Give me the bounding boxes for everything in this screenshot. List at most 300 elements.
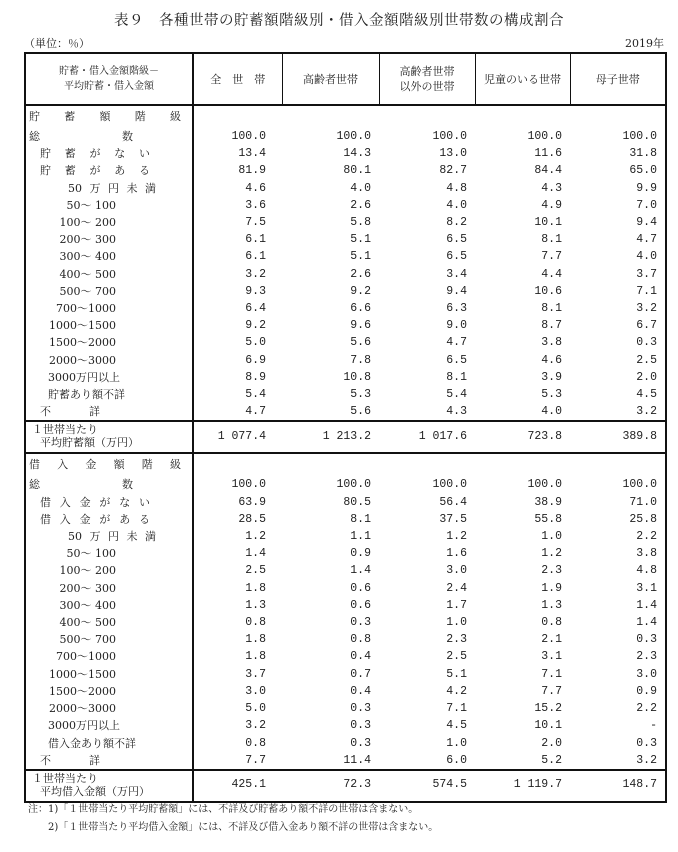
value-cell: 0.9 — [350, 547, 371, 561]
value-cell: 1.2 — [446, 530, 467, 544]
average-value-cell: 574.5 — [379, 770, 475, 802]
value-cell: 4.0 — [350, 181, 371, 195]
value-cell: 4.9 — [541, 198, 562, 212]
value-cell: 7.7 — [541, 684, 562, 698]
savings-section — [25, 105, 666, 453]
borrowing-section — [25, 453, 666, 801]
table-row — [25, 700, 666, 717]
row-label: 総数 — [29, 478, 133, 492]
row-label-cell — [25, 683, 193, 700]
row-label: 200～ 300 — [59, 233, 116, 247]
value-cell: 100.0 — [432, 130, 467, 143]
value-cell: 4.0 — [446, 198, 467, 212]
value-cell: 11.6 — [534, 147, 562, 161]
value-cell: 100.0 — [336, 478, 371, 492]
row-label: 500～ 700 — [59, 633, 116, 647]
row-label: 不詳 — [40, 753, 100, 767]
row-label-cell — [25, 700, 193, 717]
value-cell: 1.2 — [541, 547, 562, 561]
table-row — [25, 369, 666, 386]
value-cell: 0.6 — [350, 581, 371, 595]
value-cell: 6.7 — [636, 319, 657, 333]
header-text: 母子世帯 — [595, 72, 640, 86]
value-cell: 1.4 — [245, 547, 266, 561]
value-cell: 3.0 — [636, 667, 657, 681]
value-cell: 5.3 — [541, 388, 562, 402]
average-value-cell: 723.8 — [475, 421, 570, 453]
value-cell: 9.3 — [245, 284, 266, 298]
row-label-cell — [25, 266, 193, 283]
value-cell: 100.0 — [231, 130, 266, 143]
value-cell: 7.1 — [541, 667, 562, 681]
value-cell: 6.1 — [245, 250, 266, 264]
table-row — [25, 386, 666, 403]
value-cell: 6.0 — [446, 753, 467, 767]
row-label-cell — [25, 386, 193, 403]
value-cell: 25.8 — [629, 512, 657, 526]
value-cell: 6.5 — [446, 353, 467, 367]
value-cell: 1.0 — [446, 736, 467, 750]
value-cell: 14.3 — [343, 147, 371, 161]
value-cell: 9.9 — [636, 181, 657, 195]
section-heading: 借入金額階級 — [29, 458, 181, 472]
value-cell: 1.9 — [541, 581, 562, 595]
row-label-cell — [25, 128, 193, 145]
value-cell: 2.6 — [350, 198, 371, 212]
row-label-cell — [25, 631, 193, 648]
average-label-line2: 平均貯蓄額（万円） — [40, 436, 139, 450]
value-cell: 0.8 — [350, 633, 371, 647]
value-cell: 8.1 — [350, 512, 371, 526]
header-label-cell — [25, 53, 193, 105]
value-cell: 0.9 — [636, 684, 657, 698]
value-cell: 5.1 — [350, 250, 371, 264]
value-cell: 0.4 — [350, 684, 371, 698]
value-cell: 0.7 — [350, 667, 371, 681]
value-cell: 3.1 — [541, 650, 562, 664]
row-label: 1500～2000 — [49, 336, 116, 350]
value-cell: 1.8 — [245, 581, 266, 595]
value-cell: 7.8 — [350, 353, 371, 367]
value-cell: 15.2 — [534, 702, 562, 716]
value-cell: 7.0 — [636, 198, 657, 212]
value-cell: 0.3 — [350, 736, 371, 750]
value-cell: 0.3 — [636, 336, 657, 350]
row-label-cell — [25, 352, 193, 369]
header-text: 高齢者世帯 — [399, 65, 455, 78]
value-cell: 3.7 — [245, 667, 266, 681]
value-cell: 0.4 — [350, 650, 371, 664]
table-row — [25, 580, 666, 597]
row-label: 500～ 700 — [59, 284, 116, 298]
value-cell: 10.1 — [534, 216, 562, 230]
average-value-cell: 1 213.2 — [282, 421, 379, 453]
row-label: 借入金あり額不詳 — [48, 736, 136, 750]
value-cell: 100.0 — [622, 130, 657, 143]
row-label-cell — [25, 494, 193, 511]
value-cell: 4.7 — [245, 405, 266, 419]
value-cell: 3.2 — [245, 719, 266, 733]
value-cell: 8.7 — [541, 319, 562, 333]
value-cell: 1.4 — [350, 564, 371, 578]
row-label-cell — [25, 197, 193, 214]
value-cell: 38.9 — [534, 495, 562, 509]
value-cell: - — [650, 719, 657, 733]
value-cell: 0.3 — [636, 736, 657, 750]
empty-cell — [570, 453, 666, 476]
row-label-cell — [25, 666, 193, 683]
borrowing-average-row — [25, 770, 666, 802]
row-label: 1000～1500 — [49, 319, 116, 333]
value-cell: 5.0 — [245, 702, 266, 716]
value-cell: 13.0 — [439, 147, 467, 161]
row-label: 貯蓄がない — [40, 147, 150, 161]
value-cell: 5.4 — [446, 388, 467, 402]
header-elderly-households — [282, 53, 379, 105]
row-label: 700～1000 — [56, 302, 116, 316]
average-value-cell: 1 017.6 — [379, 421, 475, 453]
value-cell: 4.6 — [541, 353, 562, 367]
header-row — [25, 53, 666, 105]
row-label: 貯蓄あり額不詳 — [48, 388, 125, 402]
value-cell: 4.8 — [636, 564, 657, 578]
value-cell: 9.4 — [446, 284, 467, 298]
value-cell: 3.1 — [636, 581, 657, 595]
value-cell: 100.0 — [527, 130, 562, 143]
table-row — [25, 266, 666, 283]
row-label-cell — [25, 231, 193, 248]
value-cell: 1.0 — [541, 530, 562, 544]
table-row — [25, 317, 666, 334]
table-row — [25, 352, 666, 369]
footnote-2: 2)「１世帯当たり平均借入金額」には、不詳及び借入金あり額不詳の世帯は含まない。 — [48, 822, 439, 833]
value-cell: 7.5 — [245, 216, 266, 230]
row-label-cell — [25, 283, 193, 300]
value-cell: 80.5 — [343, 495, 371, 509]
value-cell: 8.9 — [245, 370, 266, 384]
table-row — [25, 403, 666, 421]
value-cell: 6.3 — [446, 302, 467, 316]
table-row — [25, 666, 666, 683]
value-cell: 2.3 — [636, 650, 657, 664]
row-label: 貯蓄がある — [40, 164, 150, 178]
value-cell: 4.3 — [446, 405, 467, 419]
value-cell: 4.6 — [245, 181, 266, 195]
value-cell: 3.0 — [446, 564, 467, 578]
value-cell: 3.2 — [636, 302, 657, 316]
table-row — [25, 717, 666, 734]
unit-label: （単位：％） — [24, 37, 90, 50]
footnotes — [28, 801, 438, 837]
value-cell: 6.5 — [446, 233, 467, 247]
value-cell: 82.7 — [439, 164, 467, 178]
value-cell: 100.0 — [527, 478, 562, 492]
value-cell: 5.1 — [446, 667, 467, 681]
value-cell: 71.0 — [629, 495, 657, 509]
value-cell: 6.5 — [446, 250, 467, 264]
average-label-cell — [25, 770, 193, 802]
value-cell: 10.8 — [343, 370, 371, 384]
row-label-cell — [25, 162, 193, 179]
empty-cell — [193, 453, 282, 476]
value-cell: 7.7 — [245, 753, 266, 767]
average-label-line1: １世帯当たり — [32, 771, 98, 785]
empty-cell — [379, 105, 475, 128]
table-row — [25, 214, 666, 231]
table-row — [25, 752, 666, 770]
average-value-cell: 148.7 — [570, 770, 666, 802]
value-cell: 3.2 — [636, 753, 657, 767]
header-text: 全 世 帯 — [210, 72, 266, 86]
average-label-line2: 平均借入金額（万円） — [40, 784, 150, 798]
value-cell: 5.6 — [350, 336, 371, 350]
value-cell: 1.4 — [636, 616, 657, 630]
value-cell: 81.9 — [238, 164, 266, 178]
value-cell: 80.1 — [343, 164, 371, 178]
row-label: 1000～1500 — [49, 667, 116, 681]
value-cell: 5.6 — [350, 405, 371, 419]
value-cell: 37.5 — [439, 512, 467, 526]
row-label-cell — [25, 648, 193, 665]
row-label-cell — [25, 580, 193, 597]
value-cell: 2.0 — [541, 736, 562, 750]
value-cell: 10.1 — [534, 719, 562, 733]
header-households-with-children — [475, 53, 570, 105]
average-value-cell: 425.1 — [193, 770, 282, 802]
header-text: 高齢者世帯 — [303, 72, 358, 86]
value-cell: 9.2 — [245, 319, 266, 333]
row-label: 100～ 200 — [59, 216, 116, 230]
value-cell: 6.9 — [245, 353, 266, 367]
value-cell: 1.2 — [245, 530, 266, 544]
value-cell: 2.5 — [446, 650, 467, 664]
table-row — [25, 545, 666, 562]
value-cell: 8.1 — [446, 370, 467, 384]
value-cell: 4.5 — [636, 388, 657, 402]
table-row — [25, 631, 666, 648]
value-cell: 7.7 — [541, 250, 562, 264]
value-cell: 28.5 — [238, 512, 266, 526]
value-cell: 9.6 — [350, 319, 371, 333]
row-label: 100～ 200 — [59, 564, 116, 578]
row-label-cell — [25, 403, 193, 421]
value-cell: 4.8 — [446, 181, 467, 195]
value-cell: 1.4 — [636, 598, 657, 612]
value-cell: 0.8 — [245, 616, 266, 630]
row-label: 50～ 100 — [66, 198, 116, 212]
table-row — [25, 334, 666, 351]
value-cell: 65.0 — [629, 164, 657, 178]
value-cell: 11.4 — [343, 753, 371, 767]
value-cell: 9.2 — [350, 284, 371, 298]
composition-table — [24, 52, 667, 803]
value-cell: 10.6 — [534, 284, 562, 298]
value-cell: 3.7 — [636, 267, 657, 281]
value-cell: 0.3 — [636, 633, 657, 647]
row-label: 50～ 100 — [66, 547, 116, 561]
value-cell: 0.8 — [245, 736, 266, 750]
value-cell: 0.8 — [541, 616, 562, 630]
value-cell: 3.2 — [245, 267, 266, 281]
header-text: 以外の世帯 — [399, 80, 455, 93]
average-value-cell: 1 119.7 — [475, 770, 570, 802]
row-label-cell — [25, 717, 193, 734]
value-cell: 2.2 — [636, 530, 657, 544]
average-value-cell: 72.3 — [282, 770, 379, 802]
value-cell: 1.8 — [245, 633, 266, 647]
empty-cell — [379, 453, 475, 476]
value-cell: 4.7 — [446, 336, 467, 350]
value-cell: 84.4 — [534, 164, 562, 178]
value-cell: 7.1 — [636, 284, 657, 298]
value-cell: 63.9 — [238, 495, 266, 509]
header-label-line2: 平均貯蓄・借入金額 — [64, 81, 154, 92]
row-label: 2000～3000 — [49, 353, 116, 367]
row-label: 400～ 500 — [59, 616, 116, 630]
value-cell: 3.6 — [245, 198, 266, 212]
row-label: 400～ 500 — [59, 267, 116, 281]
table-row — [25, 683, 666, 700]
section-heading-cell — [25, 105, 193, 128]
table-row — [25, 300, 666, 317]
footnote-1: 注：1)「１世帯当たり平均貯蓄額」には、不詳及び貯蓄あり額不詳の世帯は含まない。 — [28, 804, 419, 815]
year-label: 2019年 — [625, 37, 664, 50]
empty-cell — [282, 105, 379, 128]
value-cell: 2.5 — [245, 564, 266, 578]
table-row — [25, 648, 666, 665]
table-row — [25, 528, 666, 545]
row-label-cell — [25, 369, 193, 386]
value-cell: 4.5 — [446, 719, 467, 733]
value-cell: 1.3 — [245, 598, 266, 612]
value-cell: 100.0 — [432, 478, 467, 492]
row-label: 1500～2000 — [49, 684, 116, 698]
empty-cell — [475, 453, 570, 476]
value-cell: 6.6 — [350, 302, 371, 316]
value-cell: 6.1 — [245, 233, 266, 247]
value-cell: 100.0 — [622, 478, 657, 492]
row-label: 300～ 400 — [59, 598, 116, 612]
value-cell: 100.0 — [231, 478, 266, 492]
row-label-cell — [25, 735, 193, 752]
row-label-cell — [25, 476, 193, 493]
value-cell: 2.4 — [446, 581, 467, 595]
table-row — [25, 494, 666, 511]
empty-cell — [282, 453, 379, 476]
table-row — [25, 562, 666, 579]
row-label-cell — [25, 752, 193, 770]
row-label-cell — [25, 562, 193, 579]
average-value-cell: 389.8 — [570, 421, 666, 453]
empty-cell — [193, 105, 282, 128]
section-heading-cell — [25, 453, 193, 476]
value-cell: 4.2 — [446, 684, 467, 698]
value-cell: 0.3 — [350, 702, 371, 716]
row-label-cell — [25, 334, 193, 351]
value-cell: 3.9 — [541, 370, 562, 384]
value-cell: 56.4 — [439, 495, 467, 509]
value-cell: 13.4 — [238, 147, 266, 161]
table-title: 表９ 各種世帯の貯蓄額階級別・借入金額階級別世帯数の構成割合 — [114, 13, 564, 29]
header-all-households — [193, 53, 282, 105]
value-cell: 5.1 — [350, 233, 371, 247]
row-label: 3000万円以上 — [48, 719, 120, 733]
value-cell: 100.0 — [336, 130, 371, 143]
row-label-cell — [25, 145, 193, 162]
row-label: 3000万円以上 — [48, 370, 120, 384]
row-label-cell — [25, 214, 193, 231]
row-label-cell — [25, 528, 193, 545]
table-row — [25, 162, 666, 179]
value-cell: 3.2 — [636, 405, 657, 419]
header-mother-child-households — [570, 53, 666, 105]
value-cell: 1.3 — [541, 598, 562, 612]
row-label: 不詳 — [40, 405, 100, 419]
row-label: 700～1000 — [56, 650, 116, 664]
row-label-cell — [25, 545, 193, 562]
value-cell: 2.5 — [636, 353, 657, 367]
savings-average-row — [25, 421, 666, 453]
value-cell: 2.2 — [636, 702, 657, 716]
average-label-cell — [25, 421, 193, 453]
header-non-elderly-households — [379, 53, 475, 105]
table-row — [25, 597, 666, 614]
table-row — [25, 248, 666, 265]
empty-cell — [475, 105, 570, 128]
empty-cell — [570, 105, 666, 128]
value-cell: 3.0 — [245, 684, 266, 698]
average-value-cell: 1 077.4 — [193, 421, 282, 453]
table-row — [25, 128, 666, 145]
row-label: 借入金がある — [40, 512, 150, 526]
value-cell: 1.7 — [446, 598, 467, 612]
row-label-cell — [25, 300, 193, 317]
value-cell: 8.1 — [541, 302, 562, 316]
value-cell: 4.0 — [636, 250, 657, 264]
value-cell: 4.3 — [541, 181, 562, 195]
row-label-cell — [25, 180, 193, 197]
row-label: 借入金がない — [40, 495, 150, 509]
value-cell: 2.6 — [350, 267, 371, 281]
table-row — [25, 614, 666, 631]
value-cell: 8.1 — [541, 233, 562, 247]
value-cell: 0.6 — [350, 598, 371, 612]
value-cell: 1.0 — [446, 616, 467, 630]
value-cell: 0.3 — [350, 719, 371, 733]
borrowing-heading-row — [25, 453, 666, 476]
table-row — [25, 145, 666, 162]
header-label-line1: 貯蓄・借入金額階級－ — [59, 66, 159, 77]
row-label: 200～ 300 — [59, 581, 116, 595]
value-cell: 0.3 — [350, 616, 371, 630]
row-label-cell — [25, 511, 193, 528]
row-label-cell — [25, 597, 193, 614]
value-cell: 4.0 — [541, 405, 562, 419]
value-cell: 3.4 — [446, 267, 467, 281]
value-cell: 7.1 — [446, 702, 467, 716]
row-label: 2000～3000 — [49, 702, 116, 716]
value-cell: 5.4 — [245, 388, 266, 402]
table-row — [25, 197, 666, 214]
value-cell: 3.8 — [541, 336, 562, 350]
value-cell: 5.0 — [245, 336, 266, 350]
value-cell: 9.4 — [636, 216, 657, 230]
row-label: 300～ 400 — [59, 250, 116, 264]
value-cell: 9.0 — [446, 319, 467, 333]
section-heading: 貯蓄額階級 — [29, 110, 181, 123]
value-cell: 4.4 — [541, 267, 562, 281]
table-row — [25, 180, 666, 197]
